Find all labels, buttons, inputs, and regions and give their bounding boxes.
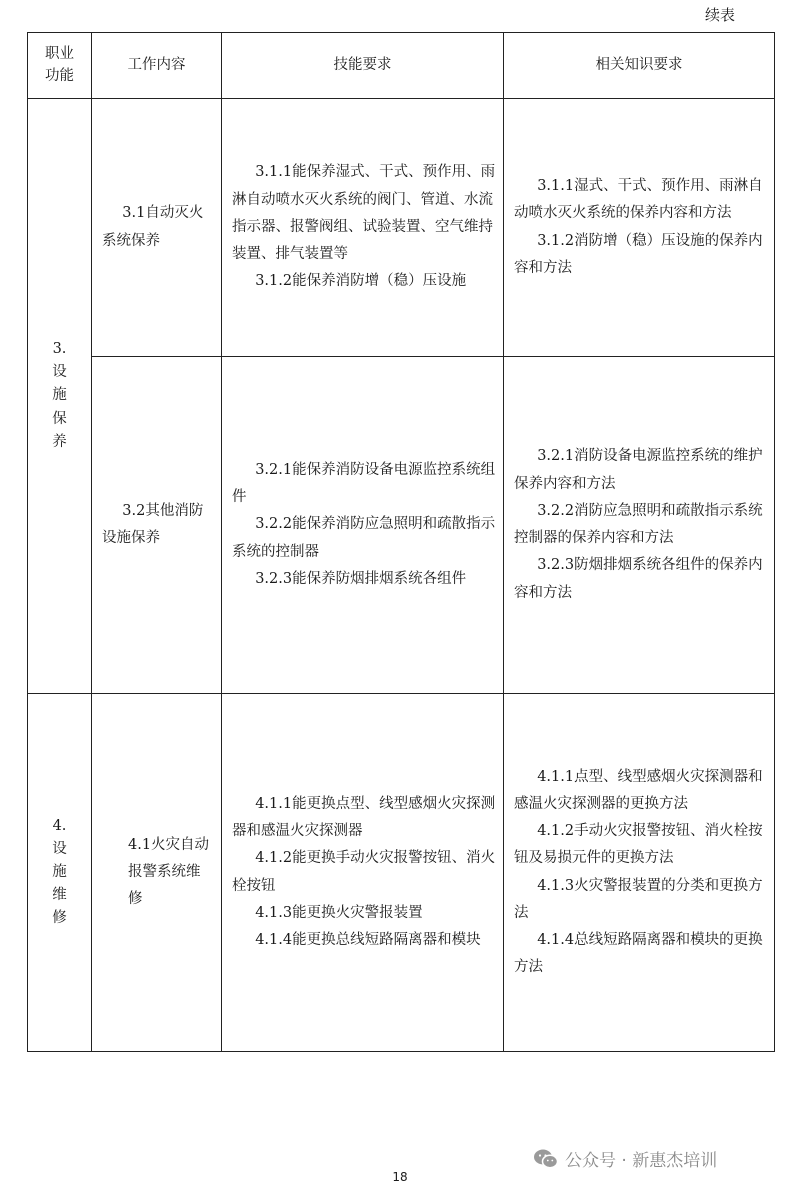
- function-cell-3: [28, 99, 92, 694]
- skills-cell: [222, 99, 504, 357]
- table-header-row: [28, 33, 775, 99]
- table-row: [28, 99, 775, 357]
- header-function: [28, 33, 92, 99]
- skills-cell: [222, 357, 504, 694]
- skill-item: 4.1.4能更换总线短路隔离器和模块: [255, 932, 481, 948]
- knowledge-item: 3.2.2消防应急照明和疏散指示系统控制器的保养内容和方法: [514, 502, 763, 546]
- knowledge-cell: [504, 694, 775, 1052]
- skill-item: 3.1.2能保养消防增（稳）压设施: [255, 273, 467, 290]
- work-content-text: 4.1火灾自动报警系统维修: [128, 836, 210, 908]
- continued-table-label: 续表: [705, 6, 736, 24]
- function-char: 维: [52, 887, 67, 904]
- skill-item: 3.2.1能保养消防设备电源监控系统组件: [232, 461, 496, 506]
- header-function-line1: 职业: [45, 46, 74, 63]
- knowledge-item: 4.1.1点型、线型感烟火灾探测器和感温火灾探测器的更换方法: [514, 768, 763, 812]
- skill-item: 4.1.2能更换手动火灾报警按钮、消火栓按钮: [232, 850, 496, 894]
- function-char: 养: [52, 433, 67, 450]
- skill-item: 3.2.3能保养防烟排烟系统各组件: [255, 570, 467, 587]
- knowledge-item: 4.1.4总线短路隔离器和模块的更换方法: [514, 932, 763, 976]
- function-char: 设: [52, 364, 67, 381]
- table-row: [28, 694, 775, 1052]
- function-char: 修: [52, 910, 67, 927]
- page-number: 18: [392, 1170, 408, 1184]
- function-char: 保: [52, 410, 67, 427]
- skills-cell: [222, 694, 504, 1052]
- header-knowledge: 相关知识要求: [504, 33, 775, 99]
- skill-item: 3.2.2能保养消防应急照明和疏散指示系统的控制器: [232, 516, 496, 560]
- knowledge-item: 3.1.2消防增（稳）压设施的保养内容和方法: [514, 232, 763, 276]
- knowledge-item: 3.1.1湿式、干式、预作用、雨淋自动喷水灭火系统的保养内容和方法: [514, 178, 763, 222]
- knowledge-item: 3.2.3防烟排烟系统各组件的保养内容和方法: [514, 557, 763, 601]
- function-number: 3.: [52, 341, 67, 358]
- function-cell-4: [28, 694, 92, 1052]
- watermark-text: 公众号 · 新惠杰培训: [565, 1151, 718, 1171]
- knowledge-cell: [504, 357, 775, 694]
- occupational-standard-table: [27, 32, 775, 1052]
- knowledge-item: 3.2.1消防设备电源监控系统的维护保养内容和方法: [514, 448, 763, 492]
- skill-item: 4.1.1能更换点型、线型感烟火灾探测器和感温火灾探测器: [232, 795, 496, 839]
- skill-item: 3.1.1能保养湿式、干式、预作用、雨淋自动喷水灭火系统的阀门、管道、水流指示器、报警阀组、试验装置、空气维持装置、排气装置等: [232, 164, 496, 263]
- function-char: 施: [52, 387, 67, 404]
- work-content-cell: [92, 357, 222, 694]
- table-row: [28, 357, 775, 694]
- work-content-text: 3.2其他消防设施保养: [102, 502, 204, 546]
- knowledge-item: 4.1.3火灾警报装置的分类和更换方法: [514, 877, 763, 921]
- work-content-text: 3.1自动灭火系统保养: [102, 205, 204, 249]
- knowledge-item: 4.1.2手动火灾报警按钮、消火栓按钮及易损元件的更换方法: [514, 823, 763, 867]
- work-content-cell: [92, 694, 222, 1052]
- function-char: 施: [52, 863, 67, 880]
- wechat-icon: [533, 1148, 559, 1170]
- work-content-cell: [92, 99, 222, 357]
- header-function-line2: 功能: [45, 67, 74, 84]
- function-char: 设: [52, 840, 67, 857]
- header-content: 工作内容: [92, 33, 222, 99]
- knowledge-cell: [504, 99, 775, 357]
- wechat-watermark: [533, 1146, 717, 1171]
- header-skills: 技能要求: [222, 33, 504, 99]
- function-number: 4.: [52, 817, 67, 834]
- skill-item: 4.1.3能更换火灾警报装置: [255, 904, 423, 921]
